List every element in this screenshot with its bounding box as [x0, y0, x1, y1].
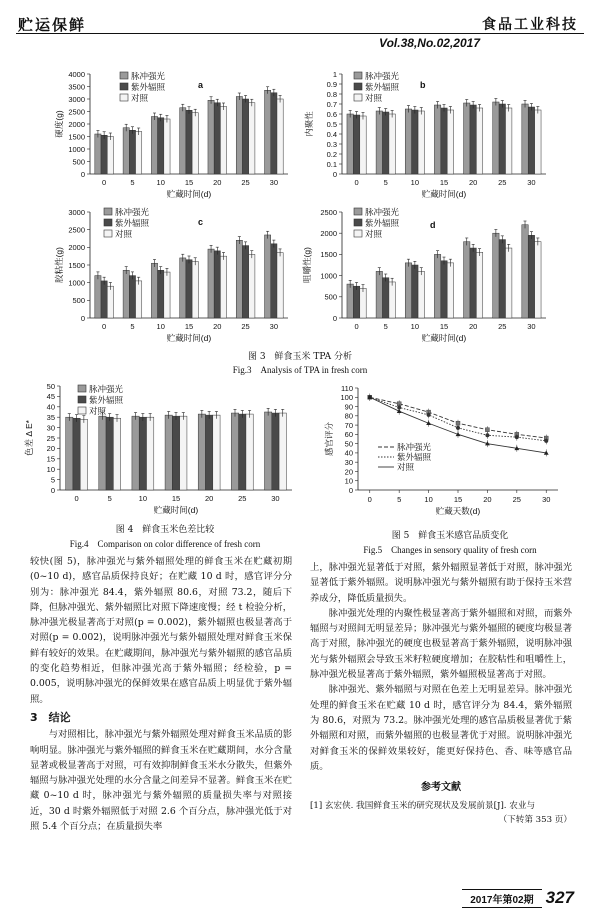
y-tick-label: 10: [46, 465, 55, 474]
bar: [242, 246, 248, 318]
y-tick-label: 3500: [68, 82, 85, 92]
bar: [236, 240, 242, 318]
y-tick-label: 50: [344, 439, 353, 449]
y-tick-label: 1500: [68, 132, 85, 142]
data-point: [427, 413, 431, 417]
legend-label: 对照: [365, 93, 383, 103]
bar: [464, 242, 470, 318]
y-tick-label: 5: [50, 475, 55, 485]
x-tick-label: 25: [498, 322, 507, 331]
bar: [151, 263, 157, 318]
y-tick-label: 4000: [68, 69, 85, 79]
bar: [279, 413, 286, 490]
bar: [101, 135, 107, 174]
bar: [95, 276, 101, 318]
legend-label: 对照: [89, 406, 107, 416]
bar: [180, 108, 186, 174]
bar: [249, 103, 255, 174]
x-tick-label: 20: [213, 178, 222, 187]
bar: [499, 104, 505, 174]
y-tick-label: 0: [332, 313, 337, 323]
bar: [186, 110, 192, 174]
legend-label: 紫外辐照: [365, 218, 400, 228]
panel-label: a: [198, 80, 204, 90]
legend-label: 紫外辐照: [397, 452, 432, 462]
y-tick-label: 15: [46, 454, 55, 464]
y-tick-label: 60: [344, 430, 353, 440]
bar: [129, 130, 135, 174]
x-tick-label: 5: [397, 495, 402, 504]
bar: [265, 90, 271, 174]
y-tick-label: 0.6: [326, 109, 337, 119]
x-axis-title: 贮藏时间(d): [166, 333, 212, 343]
chart-fig3a: [50, 62, 300, 197]
journal-section-title: 贮运保鲜: [18, 16, 87, 34]
x-tick-label: 15: [184, 178, 194, 187]
bar: [147, 417, 154, 490]
bar: [389, 114, 395, 174]
bar: [113, 418, 120, 490]
bar: [239, 414, 246, 490]
bar: [80, 419, 87, 490]
bar: [129, 276, 135, 318]
bar: [476, 108, 482, 174]
legend-swatch: [104, 219, 112, 226]
legend-label: 脉冲强光: [365, 207, 400, 217]
bar: [412, 110, 418, 174]
x-tick-label: 20: [204, 494, 214, 503]
legend-swatch: [104, 230, 112, 237]
x-tick-label: 5: [383, 178, 388, 187]
y-tick-label: 25: [46, 433, 55, 443]
x-tick-label: 5: [107, 494, 112, 503]
x-tick-label: 0: [102, 322, 107, 331]
legend-label: 脉冲强光: [397, 442, 432, 452]
y-tick-label: 1000: [68, 144, 85, 154]
y-tick-label: 2500: [68, 225, 85, 235]
bar: [360, 116, 366, 174]
y-tick-label: 0.9: [326, 79, 337, 89]
bar: [136, 281, 142, 318]
references-heading: 参考文献: [421, 782, 461, 794]
bar: [272, 413, 279, 490]
x-tick-label: 25: [498, 178, 507, 187]
bar: [418, 271, 424, 318]
legend-swatch: [354, 72, 362, 79]
x-tick-label: 25: [512, 495, 521, 504]
legend-label: 对照: [115, 229, 133, 239]
chart-fig3d: [300, 200, 560, 343]
y-tick-label: 0: [50, 485, 55, 495]
data-point: [544, 439, 548, 443]
chart-fig3b: [300, 62, 560, 197]
y-tick-label: 20: [46, 444, 55, 454]
bar: [236, 97, 242, 175]
legend-swatch: [354, 230, 362, 237]
y-tick-label: 0.5: [326, 119, 337, 129]
x-tick-label: 10: [424, 495, 433, 504]
issue-label: 2017年第02期: [462, 889, 541, 908]
y-tick-label: 2000: [320, 229, 337, 238]
y-tick-label: 2500: [68, 107, 85, 117]
y-tick-label: 500: [324, 292, 337, 302]
page-footer: [462, 888, 574, 908]
bar: [246, 414, 253, 490]
x-tick-label: 5: [130, 322, 135, 331]
x-tick-label: 25: [241, 322, 250, 331]
bar: [418, 111, 424, 174]
bar: [158, 118, 164, 174]
legend-swatch: [120, 83, 128, 90]
y-tick-label: 2000: [68, 119, 85, 129]
bar: [434, 254, 440, 318]
x-tick-label: 30: [542, 495, 551, 504]
x-tick-label: 15: [184, 322, 194, 331]
bar: [383, 112, 389, 174]
x-tick-label: 15: [439, 178, 449, 187]
bar: [277, 99, 283, 174]
y-tick-label: 3000: [68, 94, 85, 104]
bar: [99, 416, 106, 490]
bar: [360, 288, 366, 318]
bar: [447, 110, 453, 174]
legend-label: 对照: [397, 462, 415, 472]
y-tick-label: 45: [46, 392, 55, 402]
bar: [383, 278, 389, 318]
y-tick-label: 2000: [68, 243, 85, 253]
y-tick-label: 1000: [68, 278, 85, 288]
paragraph: 较快(图 5)，脉冲强光与紫外辐照处理的鲜食玉米在贮藏初期(0~10 d)，感官品质保持良好；在贮藏 10 d 时，感官评分分别为：脉冲强光 84.4，紫外辐照 80.6，对照 73.2，随后下降，但脉冲强光、紫外辐照比对照下降速度慢；经 t 检验分析，脉冲强光极显著高于对照(p = 0.002)，紫外辐照也极显著高于对照(p = 0.002)，说明脉冲强光与紫外辐照处理对鲜食玉米保鲜有较好的效果。在贮藏期间，脉冲强光与紫外辐照的感官品质的变化趋势相近，但脉冲强光高于紫外辐照；经检验，p = 0.005，说明脉冲强光的保鲜效果在感官品质上明显优于紫外辐照。: [30, 556, 292, 705]
y-tick-label: 0.4: [326, 129, 337, 139]
x-tick-label: 10: [156, 178, 165, 187]
legend-label: 紫外辐照: [89, 395, 124, 405]
bar: [528, 107, 534, 174]
fig5-caption-en: Fig.5 Changes in sensory quality of fresh corn: [363, 545, 537, 555]
bar: [271, 93, 277, 174]
legend-swatch: [354, 219, 362, 226]
bar: [535, 110, 541, 174]
x-tick-label: 30: [271, 494, 280, 503]
chart-fig4: [20, 378, 310, 520]
header-rule: [16, 33, 584, 34]
x-tick-label: 30: [527, 178, 536, 187]
data-point: [485, 428, 489, 432]
bar: [528, 235, 534, 318]
bar: [277, 253, 283, 318]
y-axis-title: 硬度(g): [54, 110, 64, 138]
x-tick-label: 15: [453, 495, 463, 504]
bar: [505, 108, 511, 174]
legend-label: 脉冲强光: [365, 71, 400, 81]
journal-title: 食品工业科技: [482, 17, 578, 33]
y-tick-label: 110: [341, 383, 353, 393]
y-tick-label: 1500: [320, 250, 337, 260]
y-tick-label: 1: [332, 69, 337, 79]
legend-label: 紫外辐照: [131, 82, 166, 92]
bar: [493, 102, 499, 174]
continued-note: （下转第 353 页）: [498, 815, 572, 826]
fig3-caption-cn: 图 3 鲜食玉米 TPA 分析: [247, 352, 353, 362]
section-heading: 3 结论: [30, 710, 71, 724]
legend-swatch: [104, 208, 112, 215]
y-tick-label: 50: [46, 381, 55, 391]
y-tick-label: 0.8: [326, 89, 337, 99]
bar: [376, 271, 382, 318]
x-tick-label: 5: [130, 178, 135, 187]
legend-swatch: [120, 94, 128, 101]
y-tick-label: 500: [72, 157, 85, 167]
bar: [198, 414, 205, 490]
bar: [73, 418, 80, 490]
left-column: [30, 554, 292, 834]
y-tick-label: 40: [344, 448, 353, 458]
panel-label: b: [420, 80, 426, 90]
bar: [151, 117, 157, 175]
bar: [186, 260, 192, 318]
bar: [158, 270, 164, 318]
bar: [205, 415, 212, 490]
bar: [107, 286, 113, 318]
panel-label: c: [198, 217, 204, 227]
bar: [220, 107, 226, 175]
bar: [405, 263, 411, 318]
x-tick-label: 0: [354, 178, 359, 187]
x-tick-label: 20: [483, 495, 492, 504]
x-axis-title: 贮藏时间(d): [421, 333, 467, 343]
y-tick-label: 80: [344, 411, 353, 421]
bar: [165, 415, 172, 490]
y-tick-label: 1000: [320, 271, 337, 281]
bar: [172, 416, 179, 490]
x-axis-title: 贮藏天数(d): [435, 506, 481, 516]
x-tick-label: 0: [367, 495, 372, 504]
legend-swatch: [354, 83, 362, 90]
bar: [522, 104, 528, 174]
y-tick-label: 2500: [320, 207, 337, 217]
bar: [441, 261, 447, 318]
bar: [164, 119, 170, 174]
data-point: [485, 433, 489, 437]
x-tick-label: 0: [354, 322, 359, 331]
y-tick-label: 0.7: [326, 99, 337, 109]
page-number: 327: [545, 888, 574, 907]
bar: [347, 284, 353, 318]
bar: [214, 103, 220, 174]
legend-label: 紫外辐照: [115, 218, 150, 228]
x-tick-label: 20: [468, 322, 478, 331]
bar: [405, 109, 411, 174]
right-column: [310, 560, 572, 829]
y-axis-title: 色差 Δ E*: [24, 420, 34, 456]
bar: [271, 244, 277, 318]
volume-label: Vol.38,No.02,2017: [379, 36, 480, 50]
bar: [213, 415, 220, 490]
fig4-caption-cn: 图 4 鲜食玉米色差比较: [115, 525, 215, 535]
y-tick-label: 500: [72, 296, 85, 306]
bar: [412, 265, 418, 318]
x-tick-label: 10: [138, 494, 148, 503]
paragraph: 脉冲强光处理的内聚性极显著高于紫外辐照和对照，而紫外辐照与对照间无明显差异；脉冲强光与紫外辐照的硬度均极显著高于对照，脉冲强光的硬度也极显著高于紫外辐照，说明脉冲强光与紫外辐照会导致玉米籽粒硬度增加；在胶粘性和咀嚼性上，脉冲强光极显著高于紫外辐照，紫外辐照极显著高于对照。: [310, 607, 572, 681]
x-tick-label: 0: [102, 178, 107, 187]
bar: [208, 100, 214, 174]
y-tick-label: 100: [340, 393, 353, 403]
x-tick-label: 25: [241, 178, 250, 187]
x-tick-label: 30: [269, 322, 279, 331]
y-tick-label: 30: [46, 423, 55, 433]
legend-swatch: [78, 396, 86, 403]
bar: [220, 256, 226, 318]
bar: [123, 270, 129, 318]
legend-swatch: [120, 72, 128, 79]
legend-label: 紫外辐照: [365, 82, 400, 92]
y-tick-label: 30: [344, 457, 353, 467]
bar: [441, 108, 447, 174]
bar: [389, 282, 395, 318]
bar: [464, 103, 470, 174]
bar: [470, 248, 476, 318]
reference-item: [1] 玄宏侠. 我国鲜食玉米的研究现状及发展前景[J]. 农业与: [310, 801, 536, 812]
legend-swatch: [354, 208, 362, 215]
chart-fig3c: [50, 200, 300, 343]
fig5-caption-cn: 图 5 鲜食玉米感官品质变化: [391, 531, 509, 541]
y-tick-label: 20: [344, 467, 353, 477]
legend-label: 脉冲强光: [131, 71, 166, 81]
legend-label: 对照: [131, 93, 149, 103]
bar: [192, 261, 198, 318]
bar: [476, 252, 482, 318]
bar: [470, 105, 476, 174]
x-tick-label: 30: [269, 178, 279, 187]
bar: [180, 258, 186, 318]
data-point: [515, 435, 519, 439]
x-tick-label: 30: [527, 322, 536, 331]
y-tick-label: 0.3: [326, 139, 337, 149]
bar: [499, 240, 505, 318]
bar: [447, 263, 453, 318]
bar: [106, 417, 113, 490]
y-tick-label: 0.2: [326, 149, 337, 159]
bar: [208, 249, 214, 318]
y-tick-label: 0: [332, 169, 337, 179]
bar: [123, 128, 129, 174]
bar: [132, 416, 139, 490]
bar: [505, 248, 511, 318]
x-axis-title: 贮藏时间(d): [166, 189, 212, 199]
y-tick-label: 90: [344, 402, 353, 412]
bar: [353, 286, 359, 318]
bar: [265, 235, 271, 318]
paragraph: 上，脉冲强光显著低于对照，紫外辐照显著低于对照，脉冲强光显著低于紫外辐照。说明脉冲强光与紫外辐照有助于保持玉米营养成分，降低质量损失。: [310, 562, 572, 604]
y-axis-title: 内聚性: [304, 111, 314, 137]
bar: [242, 99, 248, 174]
legend-label: 对照: [365, 229, 383, 239]
fig4-caption-en: Fig.4 Comparison on color difference of fresh corn: [69, 539, 261, 549]
bar: [180, 416, 187, 490]
legend-label: 脉冲强光: [89, 384, 124, 394]
x-tick-label: 5: [383, 322, 388, 331]
x-tick-label: 15: [171, 494, 181, 503]
bar: [101, 281, 107, 318]
bar: [353, 115, 359, 174]
bar: [493, 233, 499, 318]
legend-label: 脉冲强光: [115, 207, 150, 217]
bar: [107, 137, 113, 175]
y-tick-label: 0: [80, 169, 85, 179]
paragraph: 与对照相比，脉冲强光与紫外辐照处理对鲜食玉米品质的影响明显。脉冲强光与紫外辐照的鲜食玉米在贮藏期间，水分含量显著或极显著高于对照，可有效抑制鲜食玉米水分散失，但紫外辐照与脉冲强光处理的水分含量之间差异不显著。鲜食玉米在贮藏 0~10 d 时，脉冲强光与紫外辐照的质量损失率与对照接近，30 d 时紫外辐照低于对照 2.6 个百分点，脉冲强光低于对照 5.4 个百分点；在质量损失率: [30, 729, 292, 833]
x-tick-label: 10: [156, 322, 165, 331]
bar: [522, 225, 528, 318]
bar: [249, 254, 255, 318]
bar: [164, 272, 170, 318]
legend-swatch: [78, 407, 86, 414]
chart-fig5: [320, 378, 580, 528]
x-tick-label: 20: [213, 322, 222, 331]
y-tick-label: 70: [344, 420, 353, 430]
bar: [264, 412, 271, 490]
bar: [66, 417, 73, 490]
bar: [139, 417, 146, 490]
data-point: [456, 426, 460, 430]
y-tick-label: 40: [46, 402, 55, 412]
x-tick-label: 15: [439, 322, 449, 331]
bar: [192, 113, 198, 174]
y-tick-label: 10: [344, 476, 353, 486]
y-axis-title: 咀嚼性(g): [302, 247, 312, 283]
bar: [231, 413, 238, 490]
y-axis-title: 胶粘性(g): [54, 247, 64, 283]
x-tick-label: 20: [468, 178, 478, 187]
x-tick-label: 25: [238, 494, 247, 503]
panel-label: d: [430, 220, 436, 230]
legend-swatch: [354, 94, 362, 101]
bar: [214, 251, 220, 318]
y-tick-label: 0: [80, 313, 85, 323]
bar: [136, 132, 142, 175]
bar: [347, 114, 353, 174]
y-tick-label: 1500: [68, 260, 85, 270]
legend-swatch: [78, 385, 86, 392]
y-tick-label: 0: [348, 485, 353, 495]
x-axis-title: 贮藏时间(d): [421, 189, 467, 199]
bar: [535, 242, 541, 318]
x-axis-title: 贮藏时间(d): [153, 505, 199, 515]
y-tick-label: 35: [46, 413, 55, 422]
paragraph: 脉冲强光、紫外辐照与对照在色差上无明显差异。脉冲强光处理的鲜食玉米在贮藏 10 d 时，感官评分为 84.4，紫外辐照为 80.6，对照为 73.2。脉冲强光处理的感官品质极显著优于紫外辐照和对照，而紫外辐照的也极显著优于对照。说明脉冲强光对鲜食玉米的保鲜效果较好，能更好保持色、香、味等感官品质。: [310, 684, 572, 772]
x-tick-label: 0: [74, 494, 79, 503]
y-tick-label: 3000: [68, 207, 85, 217]
x-tick-label: 10: [410, 322, 420, 331]
bar: [434, 105, 440, 174]
bar: [95, 134, 101, 174]
fig3-caption-en: Fig.3 Analysis of TPA in fresh corn: [232, 365, 368, 375]
y-axis-title: 感官评分: [324, 421, 334, 457]
bar: [376, 111, 382, 174]
x-tick-label: 10: [410, 178, 420, 187]
y-tick-label: 0.1: [326, 159, 337, 169]
